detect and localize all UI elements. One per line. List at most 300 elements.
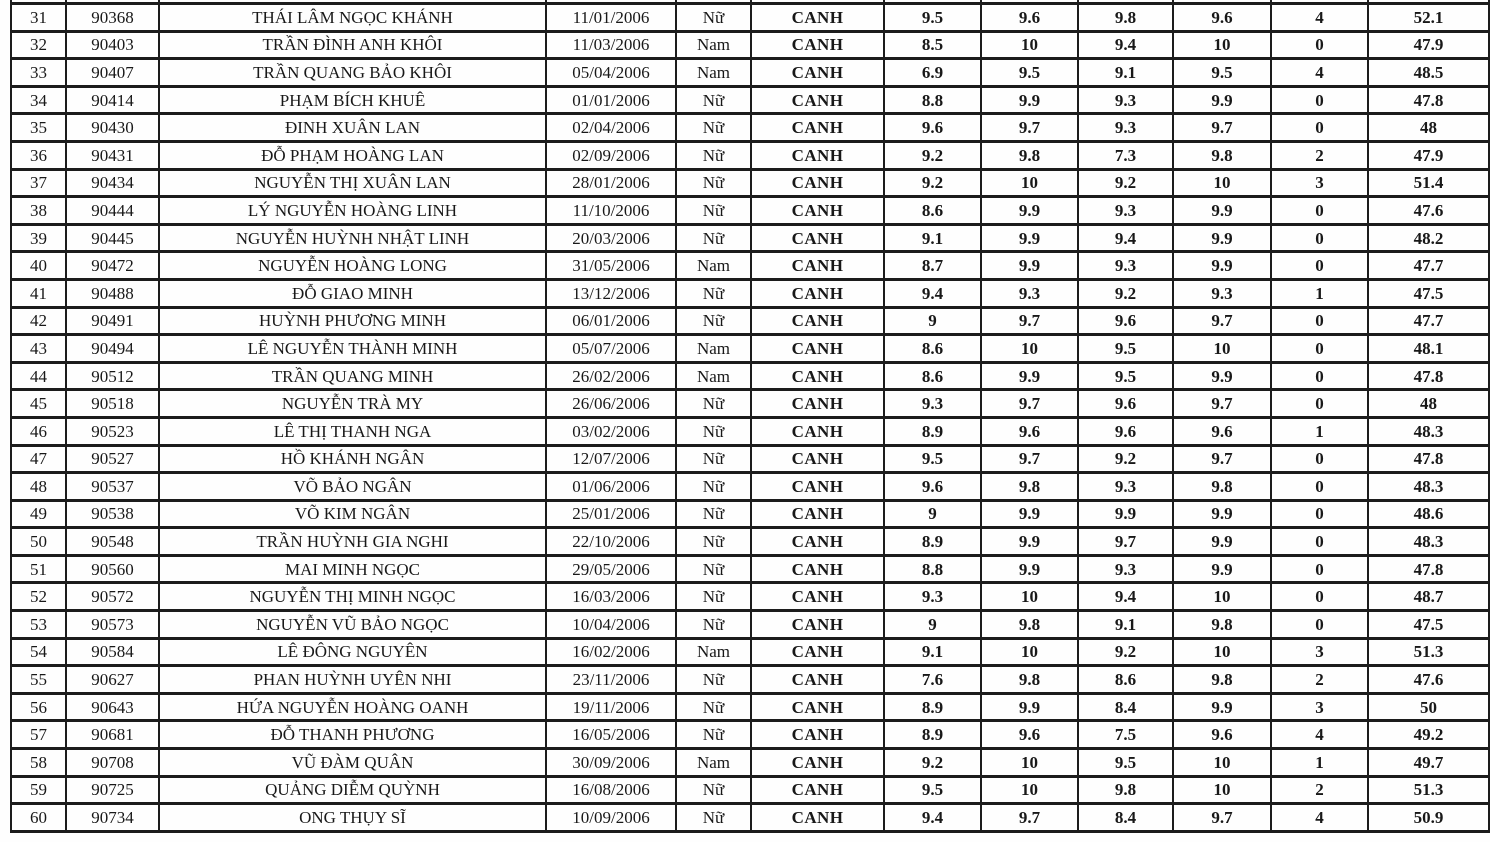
cell-gender: Nữ [676,473,751,501]
cell-date-of-birth: 02/09/2006 [546,141,676,169]
cell-total-score: 48 [1368,390,1489,418]
cell-class-name: CANH [751,611,884,639]
cell-total-score: 49.2 [1368,721,1489,749]
cell-score-4: 9.9 [1173,555,1271,583]
cell-score-2: 9.6 [981,417,1078,445]
cell-score-3: 9.4 [1078,31,1173,59]
table-row [11,804,1489,832]
cell-total-score: 51.4 [1368,169,1489,197]
cell-date-of-birth: 12/07/2006 [546,445,676,473]
cell-student-name: PHẠM BÍCH KHUÊ [159,86,546,114]
cell-score-2: 9.6 [981,4,1078,32]
cell-total-score: 48.6 [1368,500,1489,528]
cell-score-3: 8.4 [1078,804,1173,832]
cell-score-2: 9.7 [981,114,1078,142]
cell-score-4: 9.7 [1173,307,1271,335]
cell-row-number: 44 [11,362,66,390]
cell-student-name: NGUYỄN VŨ BẢO NGỌC [159,611,546,639]
cell-score-2: 9.8 [981,473,1078,501]
cell-row-number: 47 [11,445,66,473]
cell-score-3: 9.2 [1078,169,1173,197]
cell-class-name: CANH [751,804,884,832]
cell-class-name: CANH [751,252,884,280]
cell-class-name: CANH [751,666,884,694]
cell-row-number: 39 [11,224,66,252]
cell-score-3: 9.3 [1078,197,1173,225]
cell-score-1: 8.9 [884,417,981,445]
cell-date-of-birth: 16/05/2006 [546,721,676,749]
cell-student-id: 90488 [66,279,159,307]
cell-date-of-birth: 03/02/2006 [546,417,676,445]
cell-score-3: 9.5 [1078,749,1173,777]
cell-row-number: 60 [11,804,66,832]
cell-class-name: CANH [751,279,884,307]
cell-score-3: 9.6 [1078,390,1173,418]
cell-score-1: 9.3 [884,390,981,418]
cell-score-4: 9.6 [1173,417,1271,445]
cell-total-score: 47.8 [1368,362,1489,390]
cell-score-2: 9.9 [981,362,1078,390]
cell-gender: Nữ [676,804,751,832]
cell-student-name: ĐỖ THANH PHƯƠNG [159,721,546,749]
cell-score-4: 9.9 [1173,362,1271,390]
cell-score-3: 9.5 [1078,362,1173,390]
cell-row-number: 59 [11,776,66,804]
cell-score-5: 4 [1271,804,1368,832]
cell-score-4: 9.7 [1173,390,1271,418]
table-row [11,4,1489,32]
cell-total-score: 47.8 [1368,445,1489,473]
table-row [11,776,1489,804]
cell-score-4: 10 [1173,749,1271,777]
cell-score-1: 8.7 [884,252,981,280]
cell-row-number: 51 [11,555,66,583]
cell-gender: Nam [676,362,751,390]
cell-gender: Nam [676,59,751,87]
cell-score-3: 9.1 [1078,611,1173,639]
cell-score-1: 9.2 [884,141,981,169]
table-row [11,335,1489,363]
cell-date-of-birth: 30/09/2006 [546,749,676,777]
cell-score-4: 9.8 [1173,473,1271,501]
cell-score-2: 9.9 [981,86,1078,114]
cell-date-of-birth: 26/02/2006 [546,362,676,390]
cell-score-4: 10 [1173,776,1271,804]
cell-score-1: 9.2 [884,749,981,777]
cell-student-id: 90434 [66,169,159,197]
cell-class-name: CANH [751,4,884,32]
cell-student-id: 90538 [66,500,159,528]
cell-gender: Nam [676,749,751,777]
cell-score-1: 9.2 [884,169,981,197]
cell-score-5: 1 [1271,749,1368,777]
cell-class-name: CANH [751,776,884,804]
cell-row-number: 42 [11,307,66,335]
cell-score-5: 0 [1271,555,1368,583]
cell-class-name: CANH [751,224,884,252]
cell-gender: Nữ [676,307,751,335]
cell-gender: Nữ [676,611,751,639]
cell-score-1: 9 [884,500,981,528]
cell-date-of-birth: 13/12/2006 [546,279,676,307]
cell-class-name: CANH [751,693,884,721]
cell-date-of-birth: 29/05/2006 [546,555,676,583]
cell-date-of-birth: 25/01/2006 [546,500,676,528]
table-row [11,169,1489,197]
cell-date-of-birth: 19/11/2006 [546,693,676,721]
cell-score-1: 8.8 [884,555,981,583]
cell-total-score: 49.7 [1368,749,1489,777]
cell-score-3: 8.4 [1078,693,1173,721]
cell-score-2: 9.9 [981,500,1078,528]
cell-score-1: 8.6 [884,197,981,225]
cell-score-4: 9.9 [1173,224,1271,252]
cell-student-id: 90431 [66,141,159,169]
cell-score-2: 9.6 [981,721,1078,749]
cell-student-name: LÊ THỊ THANH NGA [159,417,546,445]
cell-score-4: 9.8 [1173,611,1271,639]
cell-date-of-birth: 20/03/2006 [546,224,676,252]
cell-student-id: 90407 [66,59,159,87]
cell-total-score: 47.6 [1368,666,1489,694]
cell-student-id: 90725 [66,776,159,804]
cell-row-number: 38 [11,197,66,225]
cell-score-1: 9.5 [884,776,981,804]
cell-student-id: 90518 [66,390,159,418]
cell-student-id: 90572 [66,583,159,611]
cell-row-number: 45 [11,390,66,418]
cell-score-2: 9.7 [981,307,1078,335]
cell-score-2: 9.9 [981,555,1078,583]
cell-score-3: 7.3 [1078,141,1173,169]
cell-total-score: 48.3 [1368,528,1489,556]
cell-score-5: 0 [1271,473,1368,501]
cell-date-of-birth: 23/11/2006 [546,666,676,694]
cell-student-id: 90708 [66,749,159,777]
cell-score-1: 9 [884,611,981,639]
cell-date-of-birth: 11/03/2006 [546,31,676,59]
cell-student-name: VÕ KIM NGÂN [159,500,546,528]
cell-student-name: LÊ NGUYỄN THÀNH MINH [159,335,546,363]
cell-score-3: 9.6 [1078,307,1173,335]
cell-score-5: 0 [1271,362,1368,390]
cell-date-of-birth: 16/08/2006 [546,776,676,804]
cell-date-of-birth: 11/10/2006 [546,197,676,225]
cell-score-3: 9.4 [1078,224,1173,252]
cell-gender: Nữ [676,445,751,473]
cell-score-3: 9.8 [1078,776,1173,804]
table-row [11,279,1489,307]
cell-score-5: 0 [1271,445,1368,473]
table-row [11,721,1489,749]
cell-score-4: 10 [1173,169,1271,197]
cell-class-name: CANH [751,197,884,225]
cell-student-name: NGUYỄN THỊ XUÂN LAN [159,169,546,197]
table-row [11,390,1489,418]
cell-class-name: CANH [751,528,884,556]
cell-score-5: 1 [1271,417,1368,445]
cell-total-score: 47.9 [1368,141,1489,169]
cell-date-of-birth: 05/07/2006 [546,335,676,363]
table-row [11,362,1489,390]
cell-gender: Nữ [676,197,751,225]
cell-class-name: CANH [751,721,884,749]
cell-score-5: 2 [1271,141,1368,169]
cell-total-score: 48.2 [1368,224,1489,252]
cell-class-name: CANH [751,307,884,335]
cell-total-score: 48.3 [1368,417,1489,445]
cell-score-5: 0 [1271,390,1368,418]
cell-score-5: 3 [1271,638,1368,666]
cell-row-number: 48 [11,473,66,501]
cell-student-id: 90368 [66,4,159,32]
cell-student-id: 90494 [66,335,159,363]
cell-score-2: 9.3 [981,279,1078,307]
cell-score-4: 9.8 [1173,141,1271,169]
cell-student-name: ĐINH XUÂN LAN [159,114,546,142]
cell-date-of-birth: 10/04/2006 [546,611,676,639]
cell-class-name: CANH [751,390,884,418]
cell-score-5: 4 [1271,4,1368,32]
cell-score-2: 9.9 [981,693,1078,721]
cell-score-4: 9.6 [1173,721,1271,749]
cell-score-5: 0 [1271,86,1368,114]
cell-gender: Nữ [676,721,751,749]
cell-score-5: 0 [1271,252,1368,280]
cell-date-of-birth: 10/09/2006 [546,804,676,832]
cell-date-of-birth: 01/01/2006 [546,86,676,114]
cell-score-5: 0 [1271,583,1368,611]
cell-score-5: 3 [1271,169,1368,197]
cell-score-2: 9.8 [981,611,1078,639]
cell-gender: Nữ [676,693,751,721]
cell-gender: Nam [676,252,751,280]
cell-student-id: 90523 [66,417,159,445]
cell-score-3: 7.5 [1078,721,1173,749]
cell-score-3: 9.2 [1078,638,1173,666]
cell-score-4: 9.5 [1173,59,1271,87]
cell-score-4: 9.9 [1173,528,1271,556]
cell-student-name: HỨA NGUYỄN HOÀNG OANH [159,693,546,721]
cell-score-5: 2 [1271,776,1368,804]
cell-class-name: CANH [751,86,884,114]
cell-score-3: 9.5 [1078,335,1173,363]
cell-gender: Nữ [676,4,751,32]
cell-row-number: 37 [11,169,66,197]
cell-score-5: 0 [1271,31,1368,59]
cell-total-score: 48.1 [1368,335,1489,363]
table-row [11,638,1489,666]
cell-class-name: CANH [751,500,884,528]
cell-score-3: 9.7 [1078,528,1173,556]
table-row [11,141,1489,169]
cell-student-name: HUỲNH PHƯƠNG MINH [159,307,546,335]
cell-row-number: 53 [11,611,66,639]
cell-date-of-birth: 01/06/2006 [546,473,676,501]
table-row [11,445,1489,473]
cell-gender: Nữ [676,666,751,694]
cell-total-score: 48 [1368,114,1489,142]
cell-student-id: 90491 [66,307,159,335]
cell-total-score: 47.8 [1368,86,1489,114]
cell-gender: Nữ [676,86,751,114]
cell-date-of-birth: 06/01/2006 [546,307,676,335]
cell-score-2: 9.7 [981,804,1078,832]
cell-score-3: 9.2 [1078,279,1173,307]
cell-score-3: 9.3 [1078,114,1173,142]
cell-gender: Nữ [676,279,751,307]
cell-score-1: 9.1 [884,224,981,252]
cell-gender: Nữ [676,776,751,804]
cell-score-4: 9.3 [1173,279,1271,307]
cell-gender: Nữ [676,528,751,556]
cell-student-name: VŨ ĐÀM QUÂN [159,749,546,777]
cell-score-2: 9.7 [981,390,1078,418]
cell-row-number: 57 [11,721,66,749]
cell-score-1: 6.9 [884,59,981,87]
cell-gender: Nữ [676,224,751,252]
cell-class-name: CANH [751,169,884,197]
cell-score-5: 3 [1271,693,1368,721]
cell-date-of-birth: 16/03/2006 [546,583,676,611]
cell-total-score: 47.5 [1368,279,1489,307]
cell-total-score: 47.7 [1368,252,1489,280]
cell-score-3: 9.8 [1078,4,1173,32]
cell-score-2: 9.8 [981,141,1078,169]
cell-gender: Nữ [676,114,751,142]
cell-score-1: 9.3 [884,583,981,611]
cell-total-score: 50.9 [1368,804,1489,832]
cell-gender: Nữ [676,555,751,583]
cell-score-3: 9.9 [1078,500,1173,528]
table-row [11,528,1489,556]
cell-gender: Nam [676,638,751,666]
cell-student-id: 90548 [66,528,159,556]
cell-class-name: CANH [751,417,884,445]
cell-score-1: 8.6 [884,362,981,390]
cell-student-id: 90414 [66,86,159,114]
cell-student-id: 90472 [66,252,159,280]
cell-student-name: THÁI LÂM NGỌC KHÁNH [159,4,546,32]
cell-score-2: 9.9 [981,197,1078,225]
cell-score-3: 9.3 [1078,555,1173,583]
cell-date-of-birth: 26/06/2006 [546,390,676,418]
cell-score-1: 8.9 [884,693,981,721]
table-row [11,749,1489,777]
cell-class-name: CANH [751,638,884,666]
cell-class-name: CANH [751,114,884,142]
cell-score-1: 9.1 [884,638,981,666]
cell-score-2: 9.9 [981,224,1078,252]
cell-score-5: 0 [1271,611,1368,639]
cell-student-id: 90430 [66,114,159,142]
cell-row-number: 50 [11,528,66,556]
cell-score-4: 9.7 [1173,114,1271,142]
cell-row-number: 52 [11,583,66,611]
cell-row-number: 32 [11,31,66,59]
cell-student-name: NGUYỄN HUỲNH NHẬT LINH [159,224,546,252]
cell-student-id: 90445 [66,224,159,252]
cell-row-number: 46 [11,417,66,445]
cell-class-name: CANH [751,335,884,363]
cell-score-4: 10 [1173,583,1271,611]
cell-gender: Nữ [676,141,751,169]
table-row [11,31,1489,59]
cell-student-id: 90444 [66,197,159,225]
table-row [11,693,1489,721]
cell-student-name: ĐỖ GIAO MINH [159,279,546,307]
cell-row-number: 31 [11,4,66,32]
cell-score-4: 10 [1173,335,1271,363]
cell-score-4: 9.6 [1173,4,1271,32]
cell-class-name: CANH [751,445,884,473]
cell-score-2: 9.9 [981,528,1078,556]
cell-class-name: CANH [751,583,884,611]
cell-row-number: 55 [11,666,66,694]
cell-student-name: TRẦN ĐÌNH ANH KHÔI [159,31,546,59]
cell-score-4: 9.9 [1173,693,1271,721]
cell-score-5: 0 [1271,528,1368,556]
cell-score-5: 1 [1271,279,1368,307]
cell-score-5: 4 [1271,59,1368,87]
cell-score-4: 9.9 [1173,500,1271,528]
cell-score-1: 8.9 [884,721,981,749]
table-row [11,417,1489,445]
cell-score-2: 10 [981,169,1078,197]
cell-row-number: 34 [11,86,66,114]
table-row [11,224,1489,252]
cell-row-number: 54 [11,638,66,666]
cell-score-4: 9.9 [1173,86,1271,114]
cell-total-score: 52.1 [1368,4,1489,32]
cell-class-name: CANH [751,31,884,59]
table-row [11,86,1489,114]
cell-gender: Nam [676,31,751,59]
cell-score-1: 8.8 [884,86,981,114]
cell-score-5: 0 [1271,307,1368,335]
cell-score-2: 9.5 [981,59,1078,87]
cell-class-name: CANH [751,362,884,390]
cell-student-id: 90560 [66,555,159,583]
cell-student-name: ĐỖ PHẠM HOÀNG LAN [159,141,546,169]
cell-score-5: 0 [1271,335,1368,363]
cell-score-4: 9.7 [1173,445,1271,473]
cell-gender: Nữ [676,583,751,611]
cell-score-1: 9 [884,307,981,335]
cell-student-id: 90403 [66,31,159,59]
cell-score-5: 0 [1271,224,1368,252]
cell-score-3: 9.6 [1078,417,1173,445]
cell-score-3: 9.4 [1078,583,1173,611]
cell-score-2: 10 [981,638,1078,666]
cell-row-number: 56 [11,693,66,721]
cell-score-3: 9.1 [1078,59,1173,87]
cell-student-name: PHAN HUỲNH UYÊN NHI [159,666,546,694]
cell-score-5: 0 [1271,500,1368,528]
table-row [11,611,1489,639]
cell-score-1: 8.6 [884,335,981,363]
cell-score-2: 10 [981,583,1078,611]
cell-student-name: VÕ BẢO NGÂN [159,473,546,501]
cell-score-1: 9.4 [884,804,981,832]
table-row [11,666,1489,694]
table-row [11,555,1489,583]
cell-row-number: 35 [11,114,66,142]
cell-row-number: 33 [11,59,66,87]
cell-row-number: 40 [11,252,66,280]
cell-student-name: NGUYỄN HOÀNG LONG [159,252,546,280]
cell-score-2: 9.9 [981,252,1078,280]
